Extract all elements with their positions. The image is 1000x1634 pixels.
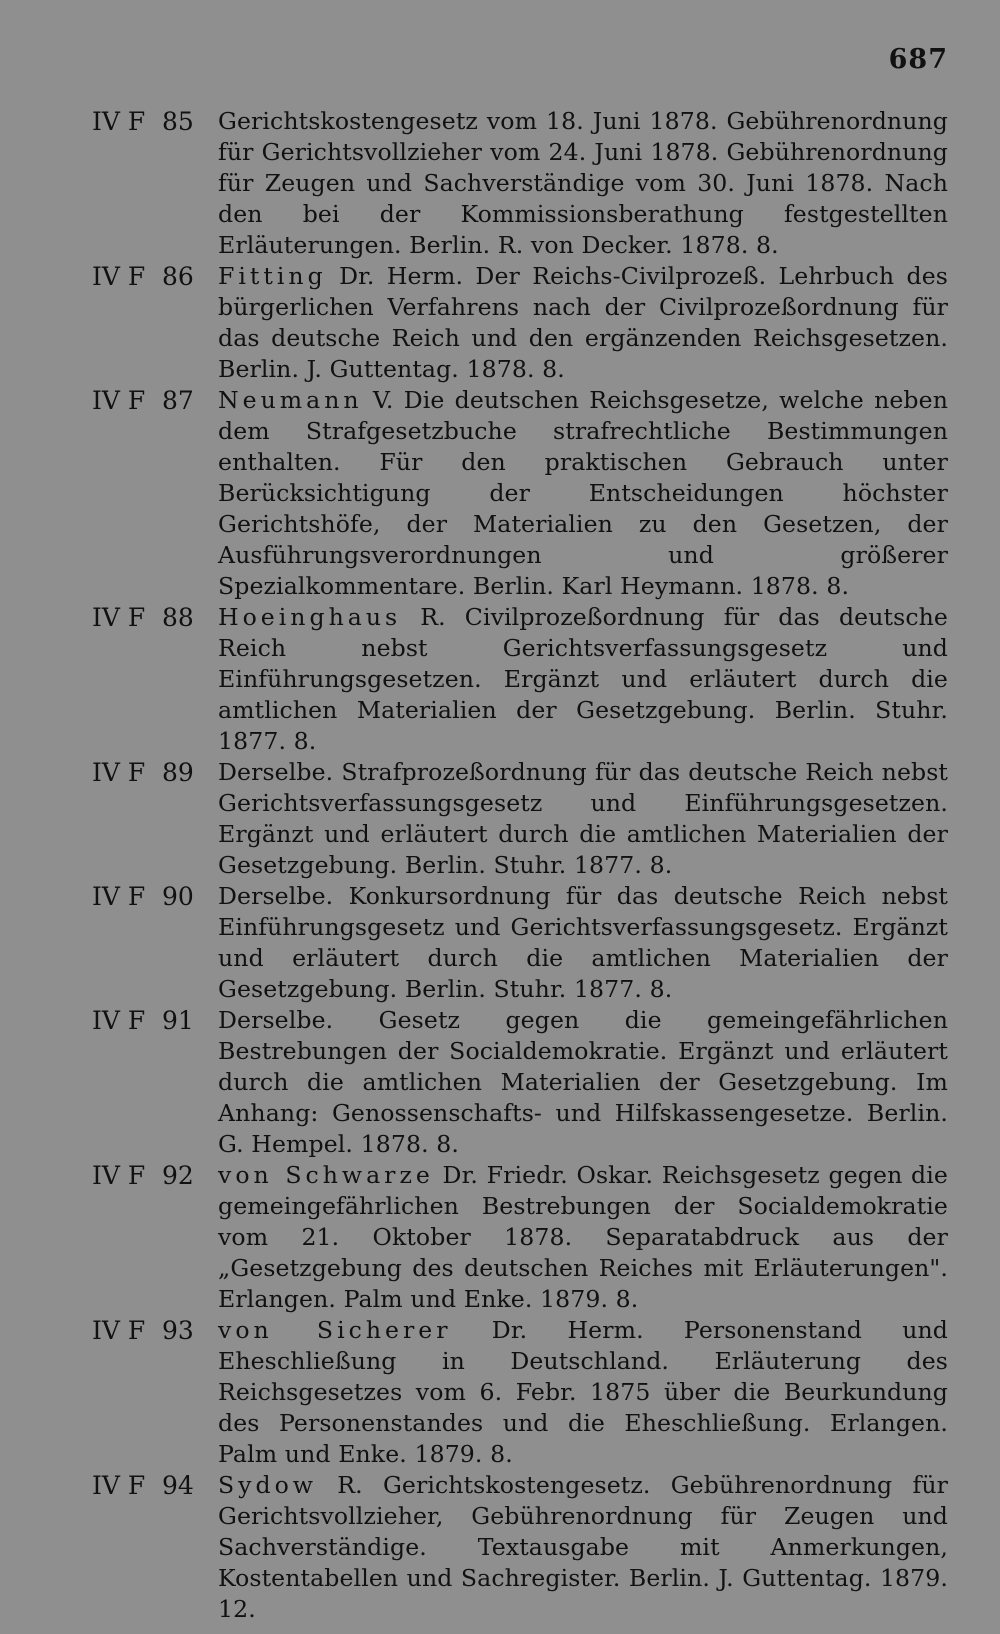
shelf-mark: IV F	[92, 1316, 146, 1345]
catalog-entry	[92, 106, 948, 261]
entry-description: Derselbe. Gesetz gegen die gemeingefährlichen Bestrebungen der Socialdemokratie. Ergänzt und erläutert durch die amtlichen Materialien der Gesetzgebung. Im Anhang: Genossenschafts- und Hilfskassengesetze. Berlin. G. Hempel. 1878. 8.	[218, 1006, 948, 1158]
entry-author: Fitting	[218, 262, 327, 290]
entry-number: 86	[162, 262, 194, 291]
entry-number: 94	[162, 1471, 194, 1500]
entry-number: 87	[162, 386, 194, 415]
entry-text	[210, 1315, 948, 1470]
entry-text	[210, 1160, 948, 1315]
entry-text	[210, 881, 948, 1005]
shelf-mark: IV F	[92, 1161, 146, 1190]
entry-description: Dr. Herm. Der Reichs-Civilprozeß. Lehrbuch des bürgerlichen Verfahrens nach der Civilprozeßordnung für das deutsche Reich und den ergänzenden Reichsgesetzen. Berlin. J. Guttentag. 1878. 8.	[218, 262, 948, 383]
entry-number: 93	[162, 1316, 194, 1345]
entry-text	[210, 757, 948, 881]
catalog-entry	[92, 1160, 948, 1315]
entry-author: Hoeinghaus	[218, 603, 402, 631]
entry-description: Gerichtskostengesetz vom 18. Juni 1878. Gebührenordnung für Gerichtsvollzieher vom 24. Juni 1878. Gebührenordnung für Zeugen und Sachverständige vom 30. Juni 1878. Nach den bei der Kommissionsberathung festgestellten Erläuterungen. Berlin. R. von Decker. 1878. 8.	[218, 107, 948, 259]
shelf-mark: IV F	[92, 262, 146, 291]
shelf-mark: IV F	[92, 882, 146, 911]
catalog-entry	[92, 1315, 948, 1470]
catalog-entry	[92, 385, 948, 602]
entry-description: Derselbe. Strafprozeßordnung für das deutsche Reich nebst Gerichtsverfassungsgesetz und Einführungsgesetzen. Ergänzt und erläutert durch die amtlichen Materialien der Gesetzgebung. Berlin. Stuhr. 1877. 8.	[218, 758, 948, 879]
entry-text	[210, 602, 948, 757]
shelf-mark: IV F	[92, 603, 146, 632]
shelf-mark: IV F	[92, 1471, 146, 1500]
catalog-entry	[92, 881, 948, 1005]
entry-author: Neumann	[218, 386, 363, 414]
entry-description: Dr. Friedr. Oskar. Reichsgesetz gegen die gemeingefährlichen Bestrebungen der Socialdemokratie vom 21. Oktober 1878. Separatabdruck aus der „Gesetzgebung des deutschen Reiches mit Erläuterungen". Erlangen. Palm und Enke. 1879. 8.	[218, 1161, 948, 1313]
entry-description: V. Die deutschen Reichsgesetze, welche neben dem Strafgesetzbuche strafrechtliche Bestimmungen enthalten. Für den praktischen Gebrauch unter Berücksichtigung der Entscheidungen höchster Gerichtshöfe, der Materialien zu den Gesetzen, der Ausführungsverordnungen und größerer Spezialkommentare. Berlin. Karl Heymann. 1878. 8.	[218, 386, 948, 600]
entry-number: 90	[162, 882, 194, 911]
catalog-entry	[92, 261, 948, 385]
catalog-entry	[92, 1470, 948, 1625]
entry-description: Derselbe. Konkursordnung für das deutsche Reich nebst Einführungsgesetz und Gerichtsverfassungsgesetz. Ergänzt und erläutert durch die amtlichen Materialien der Gesetzgebung. Berlin. Stuhr. 1877. 8.	[218, 882, 948, 1003]
catalog-entry-list	[92, 106, 948, 1625]
catalog-entry	[92, 1005, 948, 1160]
entry-author: Sydow	[218, 1471, 317, 1499]
shelf-mark: IV F	[92, 1006, 146, 1035]
entry-description: R. Gerichtskostengesetz. Gebührenordnung für Gerichtsvollzieher, Gebührenordnung für Zeugen und Sachverständige. Textausgabe mit Anmerkungen, Kostentabellen und Sachregister. Berlin. J. Guttentag. 1879. 12.	[218, 1471, 948, 1623]
entry-text	[210, 385, 948, 602]
entry-author: von Schwarze	[218, 1161, 434, 1189]
entry-author: von Sicherer	[218, 1316, 452, 1344]
entry-number: 92	[162, 1161, 194, 1190]
catalog-entry	[92, 602, 948, 757]
entry-text	[210, 1470, 948, 1625]
entry-text	[210, 1005, 948, 1160]
entry-number: 85	[162, 107, 194, 136]
shelf-mark: IV F	[92, 758, 146, 787]
page-number: 687	[888, 44, 948, 75]
entry-text	[210, 261, 948, 385]
entry-number: 91	[162, 1006, 194, 1035]
entry-number: 88	[162, 603, 194, 632]
entry-description: Dr. Herm. Personenstand und Eheschließung in Deutschland. Erläuterung des Reichsgesetzes vom 6. Febr. 1875 über die Beurkundung des Personenstandes und die Eheschließung. Erlangen. Palm und Enke. 1879. 8.	[218, 1316, 948, 1468]
entry-text	[210, 106, 948, 261]
shelf-mark: IV F	[92, 107, 146, 136]
entry-description: R. Civilprozeßordnung für das deutsche Reich nebst Gerichtsverfassungsgesetz und Einführungsgesetzen. Ergänzt und erläutert durch die amtlichen Materialien der Gesetzgebung. Berlin. Stuhr. 1877. 8.	[218, 603, 948, 755]
shelf-mark: IV F	[92, 386, 146, 415]
entry-number: 89	[162, 758, 194, 787]
catalog-entry	[92, 757, 948, 881]
